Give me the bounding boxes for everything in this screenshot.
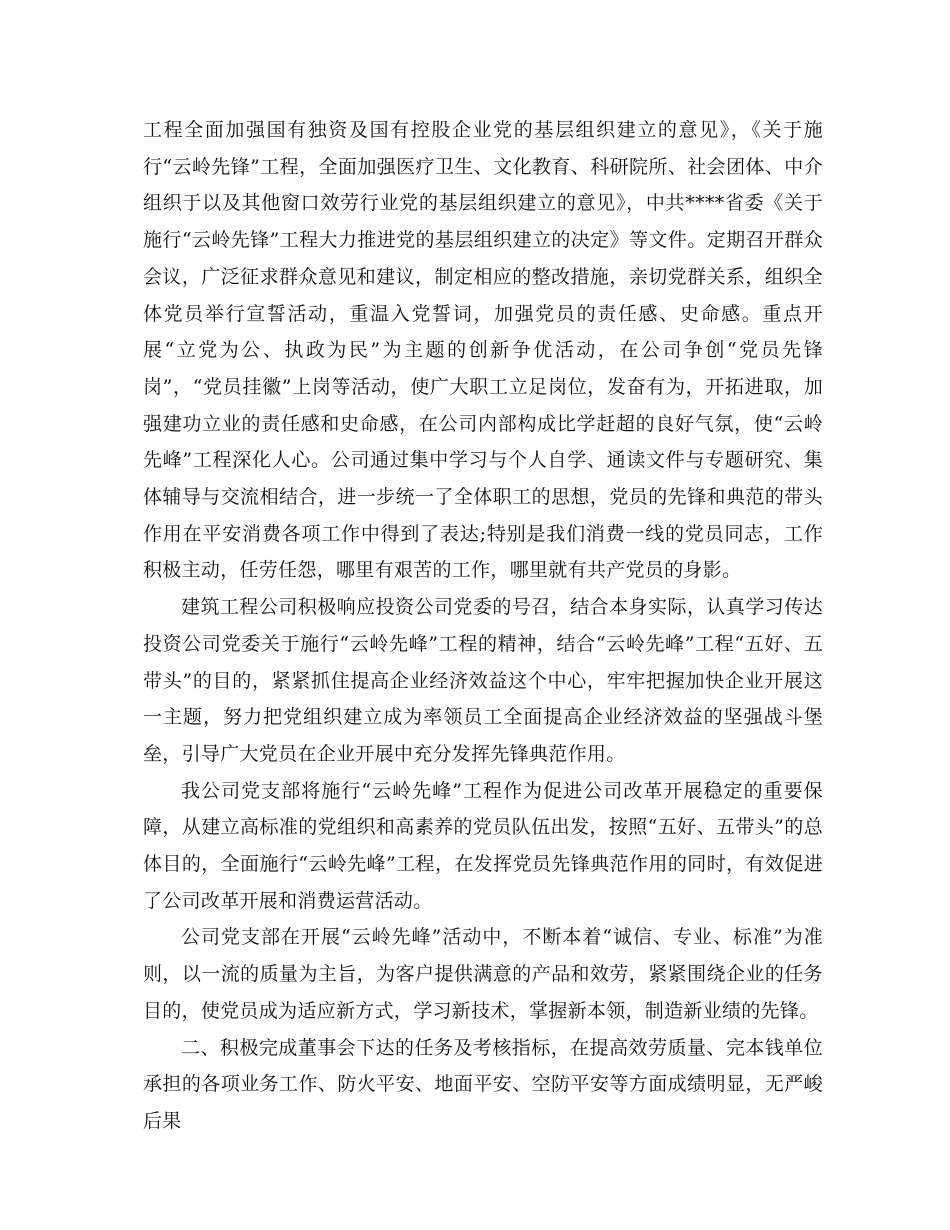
paragraph-1: 工程全面加强国有独资及国有控股企业党的基层组织建立的意见》，《关于施行“云岭先锋”工程，全面加强医疗卫生、文化教育、科研院所、社会团体、中介组织于以及其他窗口效劳行业党的基层组织建立的意见》，中共****省委《关于施行“云岭先锋”工程大力推进党的基层组织建立的决定》等文件。定期召开群众会议，广泛征求群众意见和建议，制定相应的整改措施，亲切党群关系，组织全体党员举行宣誓活动，重温入党誓词，加强党员的责任感、史命感。重点开展“立党为公、执政为民”为主题的创新争优活动，在公司争创“党员先锋岗”，“党员挂徽”上岗等活动，使广大职工立足岗位，发奋有为，开拓进取，加强建功立业的责任感和史命感，在公司内部构成比学赶超的良好气氛，使“云岭先峰”工程深化人心。公司通过集中学习与个人自学、通读文件与专题研究、集体辅导与交流相结合，进一步统一了全体职工的思想，党员的先锋和典范的带头作用在平安消费各项工作中得到了表达;特别是我们消费一线的党员同志，工作积极主动，任劳任怨，哪里有艰苦的工作，哪里就有共产党员的身影。	[143, 119, 823, 582]
paragraph-2: 建筑工程公司积极响应投资公司党委的号召，结合本身实际，认真学习传达投资公司党委关于施行“云岭先峰”工程的精神，结合“云岭先峰”工程“五好、五带头”的目的，紧紧抓住提高企业经济效益这个中心，牢牢把握加快企业开展这一主题，努力把党组织建立成为率领员工全面提高企业经济效益的坚强战斗堡垒，引导广大党员在企业开展中充分发挥先锋典范作用。	[143, 596, 823, 765]
paragraph-3: 我公司党支部将施行“云岭先峰”工程作为促进公司改革开展稳定的重要保障，从建立高标准的党组织和高素养的党员队伍出发，按照“五好、五带头”的总体目的，全面施行“云岭先峰”工程，在发挥党员先锋典范作用的同时，有效促进了公司改革开展和消费运营活动。	[143, 779, 823, 912]
document-body	[143, 112, 823, 1140]
paragraph-4: 公司党支部在开展“云岭先峰”活动中，不断本着“诚信、专业、标准”为准则，以一流的质量为主旨，为客户提供满意的产品和效劳，紧紧围绕企业的任务目的，使党员成为适应新方式，学习新技术，掌握新本领，制造新业绩的先锋。	[143, 926, 823, 1022]
paragraph-5: 二、积极完成董事会下达的任务及考核指标，在提高效劳质量、完本钱单位承担的各项业务工作、防火平安、地面平安、空防平安等方面成绩明显，无严峻后果	[143, 1036, 823, 1132]
